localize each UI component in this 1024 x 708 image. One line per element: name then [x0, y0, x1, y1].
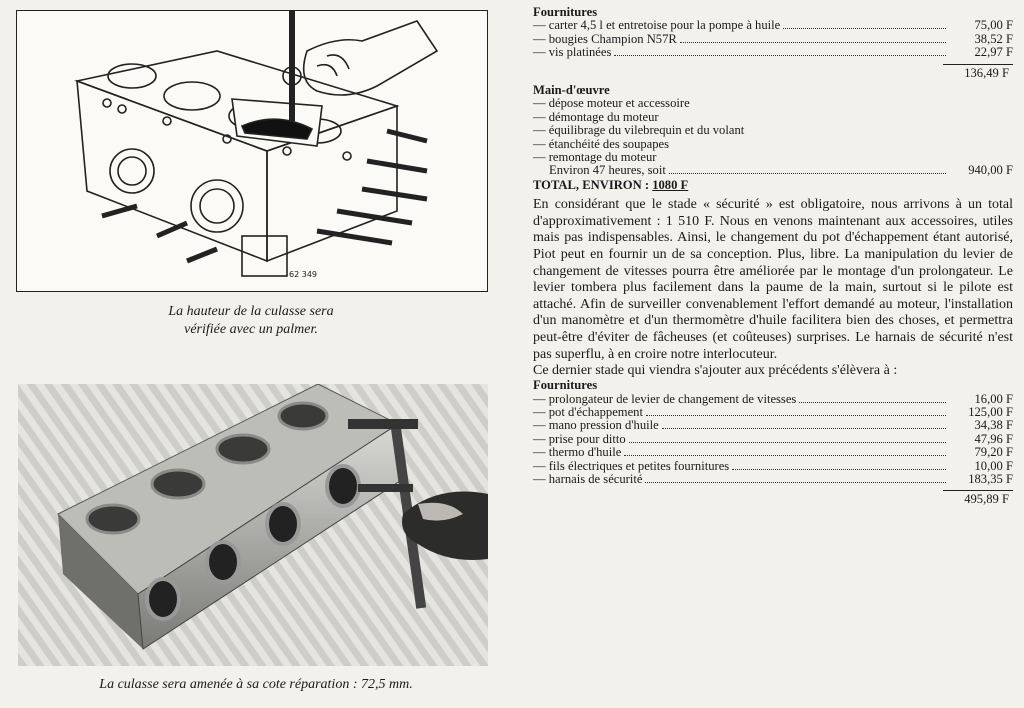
item-price: 47,96 F [974, 431, 1013, 446]
price-row [533, 46, 1013, 59]
labor-item: — équilibrage du vilebrequin et du volant [533, 123, 745, 138]
price-row [533, 33, 1013, 46]
cylinder-head-photo [18, 384, 488, 666]
leader-dots [624, 446, 946, 456]
item-price: 38,52 F [974, 31, 1013, 46]
fournitures1-total: 136,49 F [964, 65, 1009, 80]
item-label: — prise pour ditto [533, 431, 626, 446]
grand-total-label: TOTAL, ENVIRON : [533, 177, 650, 192]
caption1-line2: vérifiée avec un palmer. [184, 322, 318, 337]
cylinder-head-illustration [18, 384, 488, 666]
sum-rule [943, 490, 1013, 491]
sum-rule [943, 64, 1013, 65]
item-price: 34,38 F [974, 418, 1013, 433]
leader-dots [799, 393, 946, 403]
item-label: — carter 4,5 l et entretoise pour la pompe à huile [533, 18, 781, 33]
item-label: — fils électriques et petites fournitures [533, 458, 730, 473]
main-oeuvre-heading: Main-d'œuvre [533, 83, 610, 98]
item-label: — pot d'échappement [533, 405, 643, 420]
figure-number: 62 349 [289, 270, 317, 279]
leader-dots [732, 460, 946, 470]
labor-item: — démontage du moteur [533, 109, 659, 124]
right-column [533, 6, 1013, 507]
leader-dots [662, 419, 946, 429]
hours-price: 940,00 F [968, 163, 1013, 178]
item-price: 79,20 F [974, 445, 1013, 460]
grand-total-value: 1080 F [652, 177, 689, 192]
price-row [533, 19, 1013, 32]
price-row [533, 446, 1013, 459]
leader-dots [783, 19, 946, 29]
engine-block-illustration [17, 11, 487, 291]
price-row [533, 419, 1013, 432]
item-price: 22,97 F [974, 45, 1013, 60]
item-price: 75,00 F [974, 18, 1013, 33]
fournitures2-heading: Fournitures [533, 378, 598, 393]
price-row [533, 473, 1013, 486]
item-price: 10,00 F [974, 458, 1013, 473]
fournitures1-heading: Fournitures [533, 5, 598, 19]
figure1-caption [16, 303, 486, 339]
leader-dots [646, 406, 946, 416]
grand-total [533, 179, 1013, 192]
item-price: 16,00 F [974, 391, 1013, 406]
price-row [533, 164, 1013, 177]
leader-dots [629, 433, 946, 443]
item-label: — prolongateur de levier de changement de vitesses [533, 391, 797, 406]
labor-item: — dépose moteur et accessoire [533, 96, 690, 111]
labor-item: — remontage du moteur [533, 150, 657, 165]
engine-block-drawing [16, 10, 488, 292]
price-row [533, 393, 1013, 406]
leader-dots [645, 473, 946, 483]
item-price: 183,35 F [968, 472, 1013, 487]
labor-item: — étanchéité des soupapes [533, 136, 670, 151]
price-row [533, 433, 1013, 446]
item-label: — harnais de sécurité [533, 472, 643, 487]
caption1-line1: La hauteur de la culasse sera [168, 304, 334, 319]
figure2-caption: La culasse sera amenée à sa cote réparation : 72,5 mm. [99, 677, 413, 692]
price-row [533, 460, 1013, 473]
item-label: — bougies Champion N57R [533, 31, 677, 46]
leader-dots [614, 46, 946, 56]
hours-label: Environ 47 heures, soit [549, 163, 666, 178]
item-price: 125,00 F [968, 405, 1013, 420]
fournitures2-total: 495,89 F [964, 492, 1009, 507]
item-label: — mano pression d'huile [533, 418, 659, 433]
leader-dots [669, 164, 946, 174]
leader-dots [680, 33, 946, 43]
price-row [533, 406, 1013, 419]
intro-paragraph: Ce dernier stade qui viendra s'ajouter aux précédents s'élèvera à : [533, 363, 898, 379]
item-label: — thermo d'huile [533, 445, 622, 460]
item-label: — vis platinées [533, 45, 612, 60]
body-paragraph: En considérant que le stade « sécurité » est obligatoire, nous arrivons à un total d'approximativement : 1 510 F. Nous en venons maintenant aux accessoires, utiles mais pas indispensables. Ainsi, le changement du pot d'échappement étant autorisé, Piot peut en fournir un de sa conception. Plus, libre. La manipulation du levier de changement de vitesses pourra être améliorée par le montage d'un prolongateur. Le levier tombera plus facilement dans la paume de la main, surtout si le pilote est attaché. Afin de surveiller convenablement l'effort demandé au moteur, l'installation d'un manomètre et d'un thermomètre d'huile facilitera bien des choses, et permettra peut-être d'éviter de fâcheuses (et coûteuses) surprises. Le harnais de sécurité n'est pas superflu, à en croire notre interlocuteur. [533, 197, 1013, 362]
